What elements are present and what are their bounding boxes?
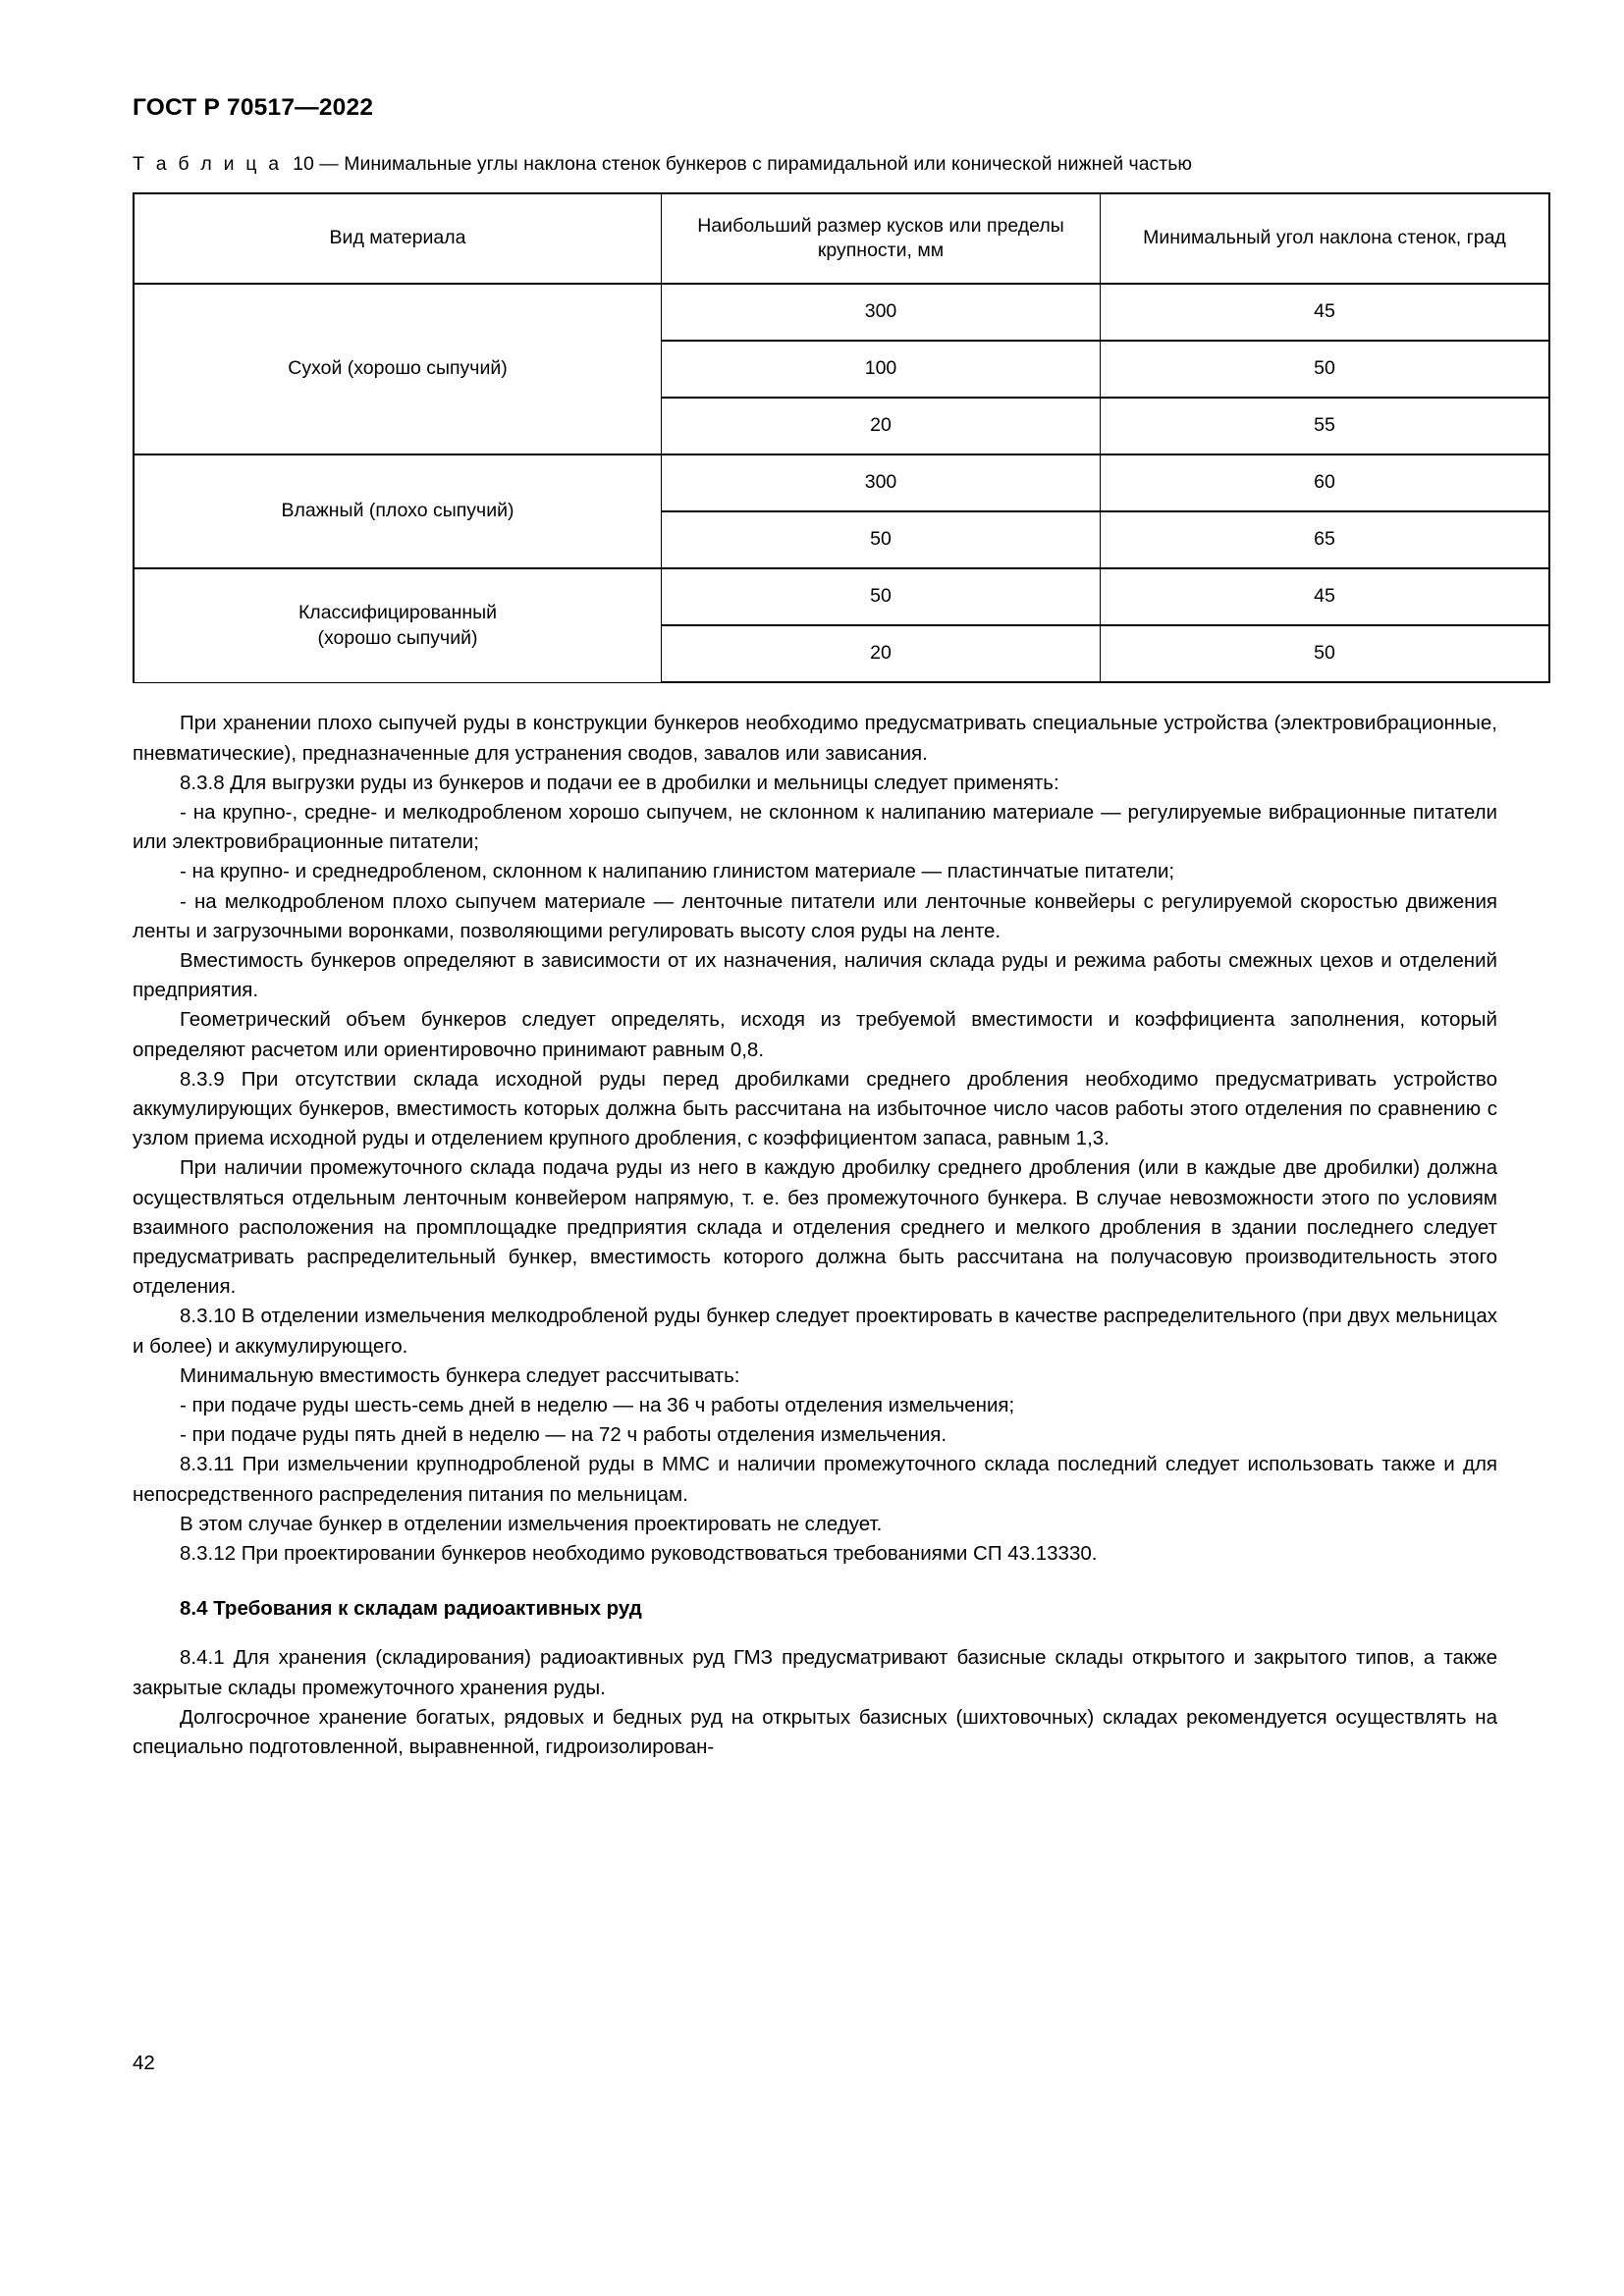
section-heading-8-4: 8.4 Требования к складам радиоактивных руд <box>180 1597 642 1621</box>
table-head <box>134 193 1549 284</box>
list-item-feeders-belt: - на мелкодробленом плохо сыпучем материале — ленточные питатели или ленточные конвейеры с регулируемой скоростью движения ленты и загрузочными воронками, позволяющими регулировать высоту слоя руды на ленте. <box>133 889 1497 942</box>
paragraph-8-3-8: 8.3.8 Для выгрузки руды из бункеров и подачи ее в дробилки и мельницы следует применять: <box>180 771 1059 794</box>
material-cell-dry: Сухой (хорошо сыпучий) <box>134 284 662 454</box>
material-line-1: Классифицированный <box>298 601 498 623</box>
angle-cell: 45 <box>1101 568 1550 625</box>
angle-cell: 60 <box>1101 454 1550 511</box>
column-header-min-angle: Минимальный угол наклона стенок, град <box>1101 193 1550 284</box>
table-row <box>134 284 1549 341</box>
paragraph-geometric-volume: Геометрический объем бункеров следует определять, исходя из требуемой вместимости и коэффициента заполнения, который определяют расчетом или ориентировочно принимают равным 0,8. <box>133 1008 1497 1061</box>
column-header-lump-size: Наибольший размер кусков или пределы крупности, мм <box>662 193 1101 284</box>
size-cell: 300 <box>662 284 1101 341</box>
paragraph-min-capacity-intro: Минимальную вместимость бункера следует рассчитывать: <box>180 1363 740 1387</box>
table-caption-label: Т а б л и ц а <box>133 153 283 175</box>
paragraph-bunker-capacity: Вместимость бункеров определяют в зависимости от их назначения, наличия склада руды и режима работы смежных цехов и отделений предприятия. <box>133 948 1497 1002</box>
material-cell-classified <box>134 568 662 682</box>
table-caption-text: — Минимальные углы наклона стенок бункеров с пирамидальной или конической нижней частью <box>319 153 1193 175</box>
size-cell: 300 <box>662 454 1101 511</box>
paragraph-8-4-1: 8.4.1 Для хранения (складирования) радиоактивных руд ГМЗ предусматривают базисные склады открытого и закрытого типов, а также закрытые склады промежуточного хранения руды. <box>133 1646 1497 1699</box>
size-cell: 20 <box>662 625 1101 682</box>
size-cell: 100 <box>662 341 1101 398</box>
list-item-six-seven-days: - при подаче руды шесть-семь дней в неделю — на 36 ч работы отделения измельчения; <box>180 1394 1015 1417</box>
angle-cell: 50 <box>1101 341 1550 398</box>
size-cell: 20 <box>662 398 1101 454</box>
paragraph-long-term-storage: Долгосрочное хранение богатых, рядовых и бедных руд на открытых базисных (шихтовочных) складах рекомендуется осуществлять на специально подготовленной, выравненной, гидроизолирован- <box>133 1705 1497 1759</box>
column-header-material: Вид материала <box>134 193 662 284</box>
document-header: ГОСТ Р 70517—2022 <box>133 94 374 121</box>
angle-cell: 55 <box>1101 398 1550 454</box>
list-item-feeders-vibrating: - на крупно-, средне- и мелкодробленом хорошо сыпучем, не склонном к налипанию материале — регулируемые вибрационные питатели или электровибрационные питатели; <box>133 800 1497 854</box>
list-item-feeders-apron: - на крупно- и среднедробленом, склонном к налипанию глинистом материале — пластинчатые питатели; <box>180 860 1175 883</box>
paragraph-8-3-12: 8.3.12 При проектировании бункеров необходимо руководствоваться требованиями СП 43.13330. <box>180 1542 1098 1566</box>
table-body <box>134 284 1549 682</box>
table-caption-number: 10 <box>293 153 314 175</box>
angle-cell: 50 <box>1101 625 1550 682</box>
list-item-five-days: - при подаче руды пять дней в неделю — на 72 ч работы отделения измельчения. <box>180 1423 947 1447</box>
paragraph-storage-devices: При хранении плохо сыпучей руды в конструкции бункеров необходимо предусматривать специальные устройства (электровибрационные, пневматические), предназначенные для устранения сводов, завалов или зависания. <box>133 712 1497 765</box>
table-header-row <box>134 193 1549 284</box>
material-line-2: (хорошо сыпучий) <box>317 626 478 649</box>
paragraph-no-bunker: В этом случае бункер в отделении измельчения проектировать не следует. <box>180 1512 883 1535</box>
paragraph-8-3-9: 8.3.9 При отсутствии склада исходной руды перед дробилками среднего дробления необходимо предусматривать устройство аккумулирующих бункеров, вместимость которых должна быть рассчитана на избыточное число часов работы этого отделения по сравнению с узлом приема исходной руды и отделением крупного дробления, с коэффициентом запаса, равным 1,3. <box>133 1067 1497 1150</box>
size-cell: 50 <box>662 568 1101 625</box>
paragraph-8-3-11: 8.3.11 При измельчении крупнодробленой руды в ММС и наличии промежуточного склада последний следует использовать также и для непосредственного распределения питания по мельницам. <box>133 1453 1497 1506</box>
angle-cell: 45 <box>1101 284 1550 341</box>
table-row <box>134 568 1549 625</box>
page-content <box>133 152 1506 1762</box>
page-number: 42 <box>133 2052 155 2074</box>
size-cell: 50 <box>662 511 1101 568</box>
table-caption <box>133 152 1497 177</box>
angle-cell: 65 <box>1101 511 1550 568</box>
paragraph-intermediate-warehouse: При наличии промежуточного склада подача руды из него в каждую дробилку среднего дробления (или в каждые две дробилки) должна осуществляться отдельным ленточным конвейером напрямую, т. е. без промежуточного бункера. В случае невозможности этого по условиям взаимного расположения на промплощадке предприятия склада и отделения среднего и мелкого дробления в здании последнего следует предусматривать распределительный бункер, вместимость которого должна быть рассчитана на получасовую производительность этого отделения. <box>133 1156 1497 1299</box>
table-row <box>134 454 1549 511</box>
paragraph-8-3-10: 8.3.10 В отделении измельчения мелкодробленой руды бункер следует проектировать в качестве распределительного (при двух мельницах и более) и аккумулирующего. <box>133 1305 1497 1358</box>
body-text <box>133 709 1497 1762</box>
material-cell-wet: Влажный (плохо сыпучий) <box>134 454 662 568</box>
bunker-wall-angles-table <box>133 192 1550 683</box>
